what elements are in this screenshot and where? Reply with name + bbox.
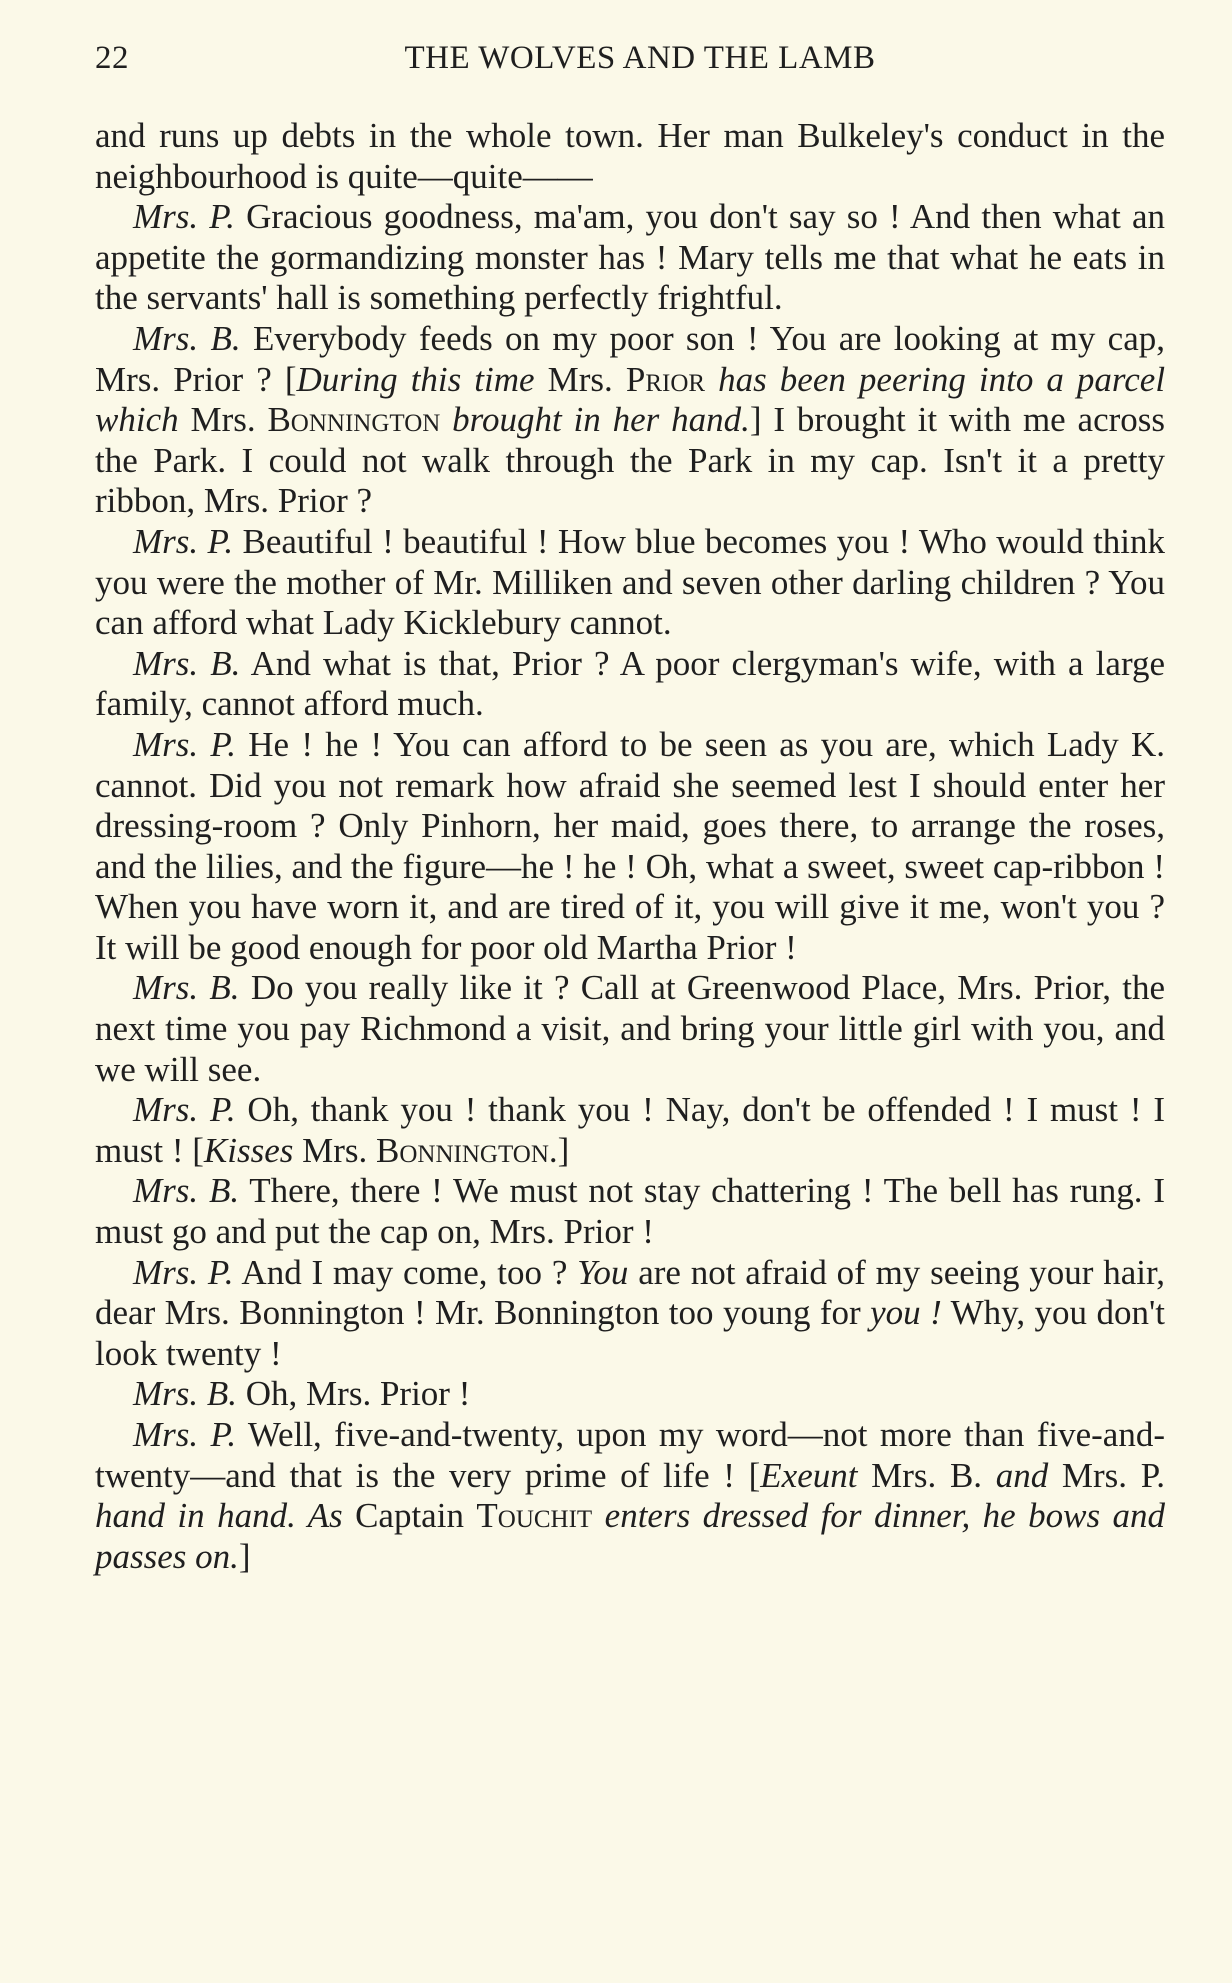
dialogue-text: Beautiful ! beautiful ! How blue becomes you ! Who would think you were the mother of Mr. Milliken and seven other darling children ? You can afford what Lady Kicklebury cannot. xyxy=(95,521,1166,643)
character-name: Mrs. B. xyxy=(871,1455,983,1495)
speaker-label: Mrs. B. xyxy=(133,968,240,1008)
dialogue-paragraph xyxy=(95,968,1165,1090)
stage-direction-bracket: ] xyxy=(238,1536,251,1576)
emphasis: you ! xyxy=(870,1293,942,1333)
dialogue-paragraph xyxy=(95,522,1165,644)
stage-direction: Kisses xyxy=(203,1130,294,1170)
dialogue-paragraph xyxy=(95,319,1165,522)
character-name: Touchit xyxy=(476,1496,593,1536)
speaker-label: Mrs. B. xyxy=(133,643,241,683)
running-head xyxy=(95,40,1165,90)
dialogue-text: Gracious goodness, ma'am, you don't say so ! And then what an appetite the gormandizing monster has ! Mary tells me that what he eats in the servants' hall is something perfectly frightful. xyxy=(95,197,1165,318)
stage-direction-bracket: .] xyxy=(548,1130,570,1170)
dialogue-text: Oh, thank you ! thank you ! Nay, don't be offended ! I must ! I must ! xyxy=(95,1090,1165,1170)
stage-direction-bracket: [ xyxy=(748,1455,761,1495)
dialogue-text: And I may come, too ? xyxy=(241,1252,568,1292)
stage-direction: hand in hand. As xyxy=(95,1496,343,1536)
dialogue-paragraph xyxy=(95,644,1165,725)
dialogue-text: There, there ! We must not stay chattering ! The bell has rung. I must go and put the cap on, Mrs. Prior ! xyxy=(95,1171,1165,1252)
stage-direction: Exeunt xyxy=(760,1455,858,1495)
dialogue-paragraph xyxy=(95,1090,1165,1171)
dialogue-paragraph xyxy=(95,725,1165,969)
book-page xyxy=(95,40,1165,1577)
stage-direction: and xyxy=(995,1455,1049,1495)
dialogue-text: Oh, Mrs. Prior ! xyxy=(245,1374,471,1414)
character-name-prefix: Mrs. xyxy=(302,1130,368,1170)
character-name: Bonnington xyxy=(267,400,441,440)
dialogue-paragraph xyxy=(95,1171,1165,1252)
character-name: Mrs. P. xyxy=(1061,1455,1166,1495)
dialogue-text: Why, you don't look twenty ! xyxy=(95,1293,1165,1373)
dialogue-text: Do you really like it ? Call at Greenwood Place, Mrs. Prior, the next time you pay Richmond a visit, and bring your little girl with you, and we will see. xyxy=(95,968,1166,1089)
speaker-label: Mrs. B. xyxy=(133,1171,240,1211)
emphasis: You xyxy=(577,1252,629,1292)
dialogue-paragraph xyxy=(95,1253,1165,1375)
stage-direction: he bows and passes on. xyxy=(95,1496,1166,1576)
character-name-prefix: Mrs. xyxy=(547,359,613,399)
stage-direction: During this time xyxy=(296,359,535,399)
character-name: Prior xyxy=(625,359,706,399)
dialogue-text: He ! he ! You can afford to be seen as you are, which Lady K. cannot. Did you not remark how afraid she seemed lest I should enter her dressing-room ? Only Pinhorn, her maid, goes there, to arrange the roses, and the lilies, and the figure—he ! he ! Oh, what a sweet, sweet cap-ribbon ! When you have worn it, and are tired of it, you will give it me, won't you ? It will be good enough for poor old Martha Prior ! xyxy=(95,724,1166,967)
speaker-label: Mrs. P. xyxy=(133,521,234,561)
speaker-label: Mrs. P. xyxy=(133,1252,234,1292)
speaker-label: Mrs. B. xyxy=(133,1374,238,1414)
dialogue-paragraph xyxy=(95,197,1165,319)
character-name-prefix: Captain xyxy=(355,1496,464,1536)
dialogue-text: Everybody feeds on my poor son ! You are looking at my cap, Mrs. Prior ? xyxy=(95,318,1166,399)
paragraph-text: and runs up debts in the whole town. Her man Bulkeley's conduct in the neighbourhood is quite—quite—— xyxy=(95,116,1165,196)
speaker-label: Mrs. P. xyxy=(133,1415,237,1454)
stage-direction-bracket: ] xyxy=(749,400,762,440)
dialogue-text: are not afraid of my seeing your hair, dear Mrs. Bonnington ! Mr. Bonnington too young for xyxy=(95,1252,1166,1333)
dialogue-paragraph xyxy=(95,1374,1165,1415)
stage-direction: brought in her hand. xyxy=(452,400,750,440)
speaker-label: Mrs. B. xyxy=(133,318,241,358)
stage-direction-bracket: [ xyxy=(284,359,297,399)
paragraph-continuation xyxy=(95,116,1165,197)
page-number: 22 xyxy=(95,40,129,76)
stage-direction: has been peering into a parcel which xyxy=(95,359,1166,440)
body-text xyxy=(95,116,1165,1577)
character-name: Bonnington xyxy=(376,1130,549,1170)
speaker-label: Mrs. P. xyxy=(133,1090,236,1130)
dialogue-paragraph xyxy=(95,1415,1165,1577)
speaker-label: Mrs. P. xyxy=(133,197,235,237)
dialogue-text: Well, five-and-twenty, upon my word—not more than five-and-twenty—and that is the very prime of life ! xyxy=(95,1415,1165,1495)
character-name-prefix: Mrs. xyxy=(190,400,256,440)
speaker-label: Mrs. P. xyxy=(133,724,237,764)
running-title: THE WOLVES AND THE LAMB xyxy=(404,40,876,76)
stage-direction: enters dressed for dinner, xyxy=(604,1496,971,1536)
dialogue-text: I brought it with me across the Park. I could not walk through the Park in my cap. Isn't it a pretty ribbon, Mrs. Prior ? xyxy=(95,400,1166,521)
stage-direction-bracket: [ xyxy=(192,1130,204,1170)
dialogue-text: And what is that, Prior ? A poor clergyman's wife, with a large family, cannot afford much. xyxy=(95,643,1165,724)
